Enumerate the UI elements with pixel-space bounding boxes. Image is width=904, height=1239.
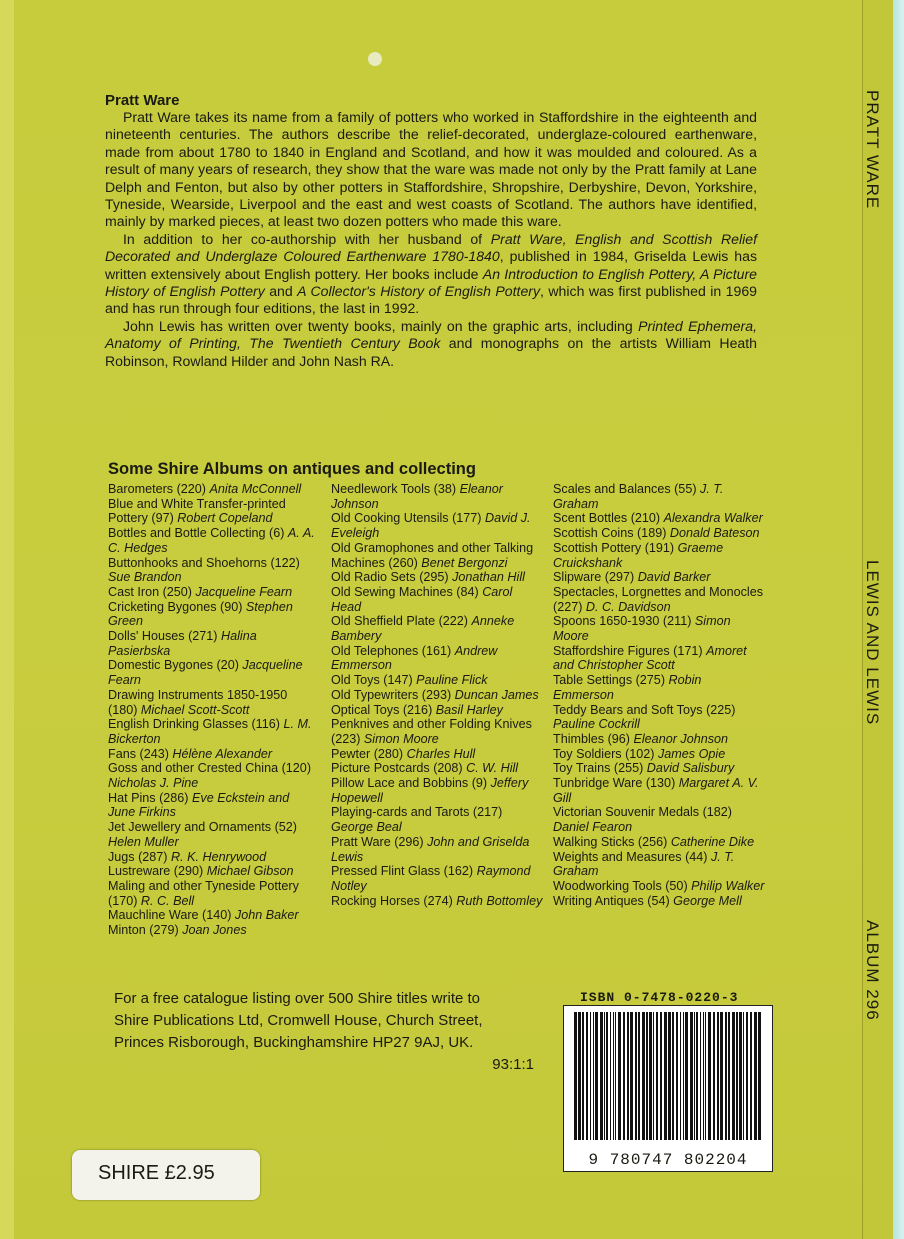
- album-entry: [331, 894, 543, 909]
- album-entry: [331, 835, 543, 864]
- album-entry: [331, 511, 543, 540]
- barcode-bar: [590, 1012, 591, 1140]
- album-title: Old Radio Sets (295): [331, 570, 453, 585]
- intro-paragraph-1: Pratt Ware takes its name from a family of potters who worked in Staffordshire in the eighteenth and nineteenth centuries. The authors describe the relief-decorated, underglaze-coloured earthenware, made from about 1780 to 1840 in England and Scotland, and how it was moulded and coloured. As a result of many years of research, they show that the ware was made not only by the Pratt family at Lane Delph and Fenton, but also by other potters in Staffordshire, Shropshire, Derbyshire, Devon, Yorkshire, Tyneside, Wearside, Liverpool and the east and west coasts of Scotland. The authors have identified, mainly by marked pieces, at least two dozen potters who made this ware.: [105, 109, 757, 230]
- album-author: Alexandra Walker: [663, 511, 763, 526]
- album-entry: [331, 703, 543, 718]
- album-title: Playing-cards and Tarots (217): [331, 805, 503, 820]
- album-title: Pewter (280): [331, 746, 407, 761]
- album-entry: [108, 482, 320, 497]
- album-author: Robert Copeland: [177, 511, 273, 526]
- album-author: R. K. Henrywood: [171, 849, 267, 864]
- album-title: Maling and other Tyneside Pottery (170): [108, 878, 299, 908]
- albums-column-2: [331, 482, 543, 908]
- barcode-bar: [623, 1012, 625, 1140]
- intro-section: [105, 92, 757, 370]
- barcode-bar: [653, 1012, 654, 1140]
- album-author: L. M. Bickerton: [108, 717, 312, 746]
- album-author: David Barker: [637, 570, 711, 585]
- album-entry: [108, 761, 320, 790]
- album-title: Scottish Pottery (191): [553, 540, 678, 555]
- album-author: David Salisbury: [646, 761, 735, 776]
- album-author: Eve Eckstein and June Firkins: [108, 790, 290, 820]
- barcode-bar: [713, 1012, 715, 1140]
- barcode-bar: [694, 1012, 695, 1140]
- album-author: George Beal: [331, 820, 402, 835]
- barcode-bar: [683, 1012, 684, 1140]
- barcode-bar: [696, 1012, 698, 1140]
- barcode-bar: [660, 1012, 662, 1140]
- album-title: Dolls' Houses (271): [108, 629, 221, 644]
- print-code: 93:1:1: [492, 1056, 534, 1073]
- barcode-bar: [705, 1012, 706, 1140]
- barcode-bar: [739, 1012, 742, 1140]
- album-title: Mauchline Ware (140): [108, 908, 235, 923]
- barcode-bar: [604, 1012, 605, 1140]
- album-entry: [331, 761, 543, 776]
- catalogue-note: [114, 988, 534, 1076]
- album-entry: [553, 526, 765, 541]
- album-title: Fans (243): [108, 746, 173, 761]
- album-title: Table Settings (275): [553, 673, 669, 688]
- album-entry: [108, 879, 320, 908]
- barcode-bar: [708, 1012, 711, 1140]
- album-author: Jeffery Hopewell: [331, 776, 529, 805]
- album-entry: [331, 688, 543, 703]
- album-title: Drawing Instruments 1850-1950 (180): [108, 687, 288, 717]
- barcode-bar: [578, 1012, 581, 1140]
- album-author: Raymond Notley: [331, 864, 531, 893]
- album-author: John Baker: [234, 908, 299, 923]
- barcode-bar: [595, 1012, 598, 1140]
- album-entry: [108, 526, 320, 555]
- album-entry: [108, 850, 320, 865]
- album-title: Teddy Bears and Soft Toys (225): [553, 702, 736, 717]
- album-author: James Opie: [658, 746, 726, 761]
- barcode-bar: [600, 1012, 603, 1140]
- album-entry: [108, 556, 320, 585]
- album-entry: [108, 688, 320, 717]
- album-author: D. C. Davidson: [585, 599, 671, 614]
- album-title: Jet Jewellery and Ornaments (52): [108, 820, 297, 835]
- album-title: Old Typewriters (293): [331, 687, 455, 702]
- album-author: Benet Bergonzi: [421, 555, 508, 570]
- album-author: Eleanor Johnson: [331, 482, 503, 511]
- barcode-number: 9 780747 802204: [588, 1151, 748, 1169]
- album-title: Pressed Flint Glass (162): [331, 864, 477, 879]
- barcode-bar: [618, 1012, 621, 1140]
- album-title: Old Telephones (161): [331, 643, 455, 658]
- album-title: Spectacles, Lorgnettes and Monocles (227): [553, 584, 764, 614]
- album-author: Margaret A. V. Gill: [553, 776, 759, 805]
- album-entry: [108, 820, 320, 849]
- album-author: Amoret and Christopher Scott: [553, 643, 747, 673]
- album-author: Halina Pasierbska: [108, 629, 257, 658]
- barcode-bar: [690, 1012, 693, 1140]
- album-title: Scent Bottles (210): [553, 511, 664, 526]
- barcode-bar: [593, 1012, 594, 1140]
- barcode-bar: [656, 1012, 658, 1140]
- album-entry: [553, 776, 765, 805]
- album-title: Thimbles (96): [553, 731, 634, 746]
- album-entry: [553, 703, 765, 732]
- barcode-bar: [630, 1012, 633, 1140]
- album-entry: [331, 482, 543, 511]
- barcode-bar: [743, 1012, 744, 1140]
- intro-paragraph-3: John Lewis has written over twenty books, mainly on the graphic arts, including Printed Ephemera, Anatomy of Printing, The Twentieth Century Book and monographs on the artists William Heath Robinson, Rowland Hilder and John Nash RA.: [105, 317, 758, 369]
- album-author: Pauline Cockrill: [553, 717, 640, 732]
- album-entry: [331, 717, 543, 746]
- album-title: Picture Postcards (208): [331, 761, 467, 776]
- barcode-bar: [725, 1012, 727, 1140]
- barcode-bar: [700, 1012, 701, 1140]
- album-title: Penknives and other Folding Knives (223): [331, 717, 532, 746]
- album-entry: [108, 923, 320, 938]
- album-title: Lustreware (290): [108, 864, 207, 879]
- album-title: Optical Toys (216): [331, 702, 436, 717]
- album-author: Simon Moore: [363, 731, 439, 746]
- barcode-bar: [574, 1012, 577, 1140]
- barcode-bar: [746, 1012, 748, 1140]
- album-title: Writing Antiques (54): [553, 893, 674, 908]
- album-entry: [331, 644, 543, 673]
- album-entry: [108, 629, 320, 658]
- album-author: Graeme Cruickshank: [553, 540, 724, 570]
- album-author: Basil Harley: [435, 702, 503, 717]
- album-author: Carol Head: [331, 584, 513, 614]
- barcode-bar: [676, 1012, 678, 1140]
- album-title: Walking Sticks (256): [553, 834, 671, 849]
- albums-title: Some Shire Albums on antiques and collecting: [108, 460, 476, 478]
- album-author: Charles Hull: [406, 746, 476, 761]
- album-title: Old Sheffield Plate (222): [331, 614, 472, 629]
- album-entry: [331, 570, 543, 585]
- barcode-bar: [672, 1012, 674, 1140]
- album-author: C. W. Hill: [466, 761, 519, 776]
- album-title: Needlework Tools (38): [331, 482, 460, 496]
- album-title: Woodworking Tools (50): [553, 878, 692, 893]
- album-entry: [553, 747, 765, 762]
- barcode-bar: [703, 1012, 704, 1140]
- barcode-bar: [758, 1012, 761, 1140]
- album-title: Buttonhooks and Shoehorns (122): [108, 555, 300, 570]
- album-author: Hélène Alexander: [172, 746, 273, 761]
- barcode-bar: [668, 1012, 671, 1140]
- barcode-bar: [754, 1012, 757, 1140]
- album-entry: [331, 541, 543, 570]
- catalogue-line-1: For a free catalogue listing over 500 Shire titles write to: [114, 990, 481, 1007]
- album-entry: [331, 614, 543, 643]
- album-author: Nicholas J. Pine: [108, 776, 199, 791]
- speck: [368, 52, 382, 66]
- barcode-bar: [649, 1012, 652, 1140]
- album-entry: [108, 497, 320, 526]
- album-entry: [553, 585, 765, 614]
- album-title: English Drinking Glasses (116): [108, 717, 284, 732]
- catalogue-line-3: Princes Risborough, Buckinghamshire HP27 9AJ, UK.: [114, 1034, 474, 1051]
- album-title: Hat Pins (286): [108, 790, 192, 805]
- barcode-bar: [606, 1012, 608, 1140]
- barcode-bar: [582, 1012, 584, 1140]
- album-entry: [108, 747, 320, 762]
- album-author: Sue Brandon: [108, 570, 182, 585]
- barcode-bar: [720, 1012, 723, 1140]
- album-entry: [553, 894, 765, 909]
- barcode-bar: [664, 1012, 667, 1140]
- album-entry: [331, 747, 543, 762]
- barcode-bar: [680, 1012, 681, 1140]
- album-title: Victorian Souvenir Medals (182): [553, 805, 732, 820]
- album-author: R. C. Bell: [140, 893, 195, 908]
- album-title: Old Cooking Utensils (177): [331, 511, 485, 526]
- album-author: Simon Moore: [553, 614, 731, 644]
- album-title: Domestic Bygones (20): [108, 658, 243, 673]
- price-label: SHIRE £2.95: [98, 1162, 215, 1184]
- barcode-bar: [610, 1012, 611, 1140]
- album-title: Minton (279): [108, 923, 183, 938]
- album-entry: [553, 835, 765, 850]
- barcode-bar: [638, 1012, 640, 1140]
- barcode-bar: [728, 1012, 730, 1140]
- album-author: Michael Gibson: [206, 864, 294, 879]
- album-entry: [108, 908, 320, 923]
- album-entry: [108, 791, 320, 820]
- album-entry: [553, 570, 765, 585]
- barcode-bar: [642, 1012, 645, 1140]
- album-title: Pratt Ware (296): [331, 834, 428, 849]
- album-author: Andrew Emmerson: [331, 643, 498, 673]
- album-entry: [553, 805, 765, 834]
- album-title: Cricketing Bygones (90): [108, 599, 246, 614]
- album-author: Eleanor Johnson: [633, 731, 729, 746]
- intro-paragraph-2: In addition to her co-authorship with her husband of Pratt Ware, English and Scottish Relief Decorated and Underglaze Coloured Earthenware 1780-1840, published in 1984, Griselda Lewis has written extensively about English pottery. Her books include An Introduction to English Pottery, A Picture History of English Pottery and A Collector's History of English Pottery, which was first published in 1969 and has run through four editions, the last in 1992.: [105, 230, 757, 317]
- album-author: Jacqueline Fearn: [108, 658, 303, 688]
- barcode-bar: [635, 1012, 637, 1140]
- album-author: Robin Emmerson: [553, 673, 702, 702]
- album-entry: [331, 673, 543, 688]
- album-author: J. T. Graham: [553, 849, 735, 879]
- album-title: Slipware (297): [553, 570, 638, 585]
- album-title: Staffordshire Figures (171): [553, 643, 707, 658]
- album-entry: [331, 776, 543, 805]
- barcode: [563, 1005, 773, 1172]
- spine-edge: [893, 0, 904, 1239]
- album-author: Donald Bateson: [669, 526, 760, 541]
- album-entry: [331, 864, 543, 893]
- album-entry: [553, 879, 765, 894]
- album-title: Old Gramophones and other Talking Machines (260): [331, 540, 534, 570]
- barcode-bar: [717, 1012, 719, 1140]
- album-author: Pauline Flick: [416, 673, 488, 688]
- album-title: Weights and Measures (44): [553, 849, 711, 864]
- album-author: John and Griselda Lewis: [331, 834, 530, 864]
- album-author: David J. Eveleigh: [331, 511, 531, 541]
- album-entry: [553, 614, 765, 643]
- album-entry: [331, 805, 543, 834]
- album-entry: [108, 585, 320, 600]
- album-entry: [108, 717, 320, 746]
- album-author: Michael Scott-Scott: [140, 702, 250, 717]
- album-author: A. A. C. Hedges: [108, 526, 315, 555]
- album-title: Jugs (287): [108, 849, 171, 864]
- album-title: Scottish Coins (189): [553, 526, 670, 541]
- album-author: George Mell: [673, 893, 742, 908]
- album-title: Pillow Lace and Bobbins (9): [331, 776, 491, 791]
- album-entry: [553, 761, 765, 776]
- album-title: Cast Iron (250): [108, 584, 196, 599]
- barcode-bar: [732, 1012, 735, 1140]
- album-entry: [553, 732, 765, 747]
- album-entry: [108, 600, 320, 629]
- album-author: Jonathan Hill: [452, 570, 525, 585]
- album-title: Spoons 1650-1930 (211): [553, 614, 695, 629]
- album-title: Barometers (220): [108, 482, 210, 496]
- barcode-bar: [685, 1012, 688, 1140]
- intro-heading: Pratt Ware: [105, 92, 180, 109]
- barcode-bar: [736, 1012, 738, 1140]
- album-author: Helen Muller: [108, 834, 179, 849]
- barcode-bar: [586, 1012, 588, 1140]
- barcode-bars: [570, 1012, 766, 1142]
- barcode-bar: [615, 1012, 616, 1140]
- album-author: Anneke Bambery: [331, 614, 515, 644]
- barcode-bar: [646, 1012, 648, 1140]
- catalogue-line-2: Shire Publications Ltd, Cromwell House, Church Street,: [114, 1012, 483, 1029]
- album-title: Rocking Horses (274): [331, 893, 457, 908]
- album-author: Philip Walker: [691, 878, 765, 893]
- album-author: Anita McConnell: [209, 482, 302, 496]
- album-author: Ruth Bottomley: [456, 893, 543, 908]
- album-author: Duncan James: [454, 687, 539, 702]
- isbn: ISBN 0-7478-0220-3: [580, 990, 739, 1005]
- album-author: Daniel Fearon: [553, 820, 633, 835]
- album-author: Catherine Dike: [670, 834, 755, 849]
- album-title: Goss and other Crested China (120): [108, 761, 312, 776]
- album-title: Tunbridge Ware (130): [553, 776, 679, 791]
- barcode-bar: [613, 1012, 614, 1140]
- album-entry: [553, 673, 765, 702]
- album-title: Bottles and Bottle Collecting (6): [108, 526, 288, 541]
- album-title: Old Toys (147): [331, 673, 417, 688]
- album-entry: [553, 511, 765, 526]
- album-entry: [553, 850, 765, 879]
- album-entry: [553, 644, 765, 673]
- album-author: Stephen Green: [108, 599, 293, 629]
- album-entry: [108, 864, 320, 879]
- album-title: Blue and White Transfer-printed Pottery (97): [108, 496, 286, 526]
- album-author: Joan Jones: [182, 923, 247, 938]
- barcode-bar: [750, 1012, 752, 1140]
- album-title: Toy Soldiers (102): [553, 746, 658, 761]
- albums-column-1: [108, 482, 320, 938]
- barcode-bar: [627, 1012, 629, 1140]
- album-title: Scales and Balances (55): [553, 482, 701, 496]
- left-edge: [0, 0, 15, 1239]
- album-entry: [331, 585, 543, 614]
- album-author: J. T. Graham: [553, 482, 724, 511]
- album-title: Toy Trains (255): [553, 761, 647, 776]
- album-entry: [108, 658, 320, 687]
- album-entry: [553, 482, 765, 511]
- album-entry: [553, 541, 765, 570]
- album-title: Old Sewing Machines (84): [331, 584, 483, 599]
- price-sticker: [72, 1150, 260, 1200]
- albums-column-3: [553, 482, 765, 908]
- album-author: Jacqueline Fearn: [195, 584, 293, 599]
